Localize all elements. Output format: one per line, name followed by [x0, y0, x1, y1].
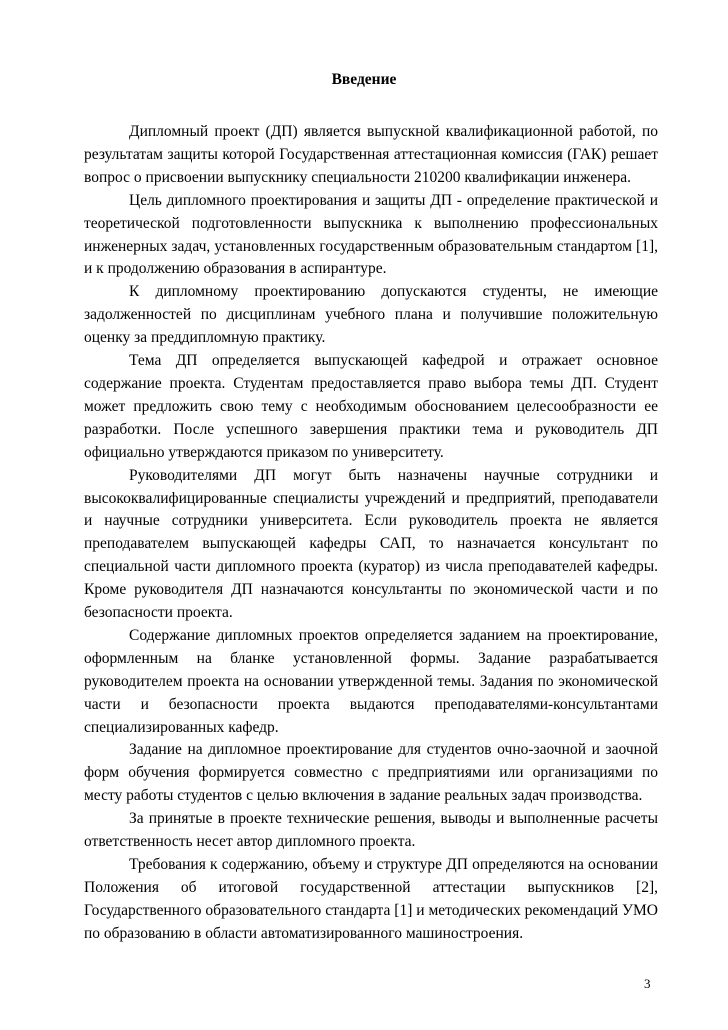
document-body [84, 121, 658, 946]
paragraph: К дипломному проектированию допускаются студенты, не имеющие задолженностей по дисциплинам учебного плана и получившие положительную оценку за преддипломную практику. [84, 283, 658, 347]
page-title: Введение [331, 71, 397, 88]
paragraph: Руководителями ДП могут быть назначены научные сотрудники и высококвалифицированные специалисты учреждений и предприятий, преподаватели и научные сотрудники университета. Если руководитель проекта не является преподавателем выпускающей кафедры САП, то назначается консультант по специальной части дипломного проекта (куратор) из числа преподавателей кафедры. Кроме руководителя ДП назначаются консультанты по экономической части и по безопасности проекта. [84, 466, 658, 622]
paragraph: Тема ДП определяется выпускающей кафедрой и отражает основное содержание проекта. Студентам предоставляется право выбора темы ДП. Студент может предложить свою тему с необходимым обоснованием целесообразности ее разработки. После успешного завершения практики тема и руководитель ДП официально утверждаются приказом по университету. [84, 352, 658, 461]
paragraph: Цель дипломного проектирования и защиты ДП - определение практической и теоретической подготовленности выпускника к выполнению профессиональных инженерных задач, установленных государственным образовательным стандартом [1], и к продолжению образования в аспирантуре. [84, 191, 658, 278]
paragraph: За принятые в проекте технические решения, выводы и выполненные расчеты ответственность несет автор дипломного проекта. [84, 810, 658, 851]
paragraph: Требования к содержанию, объему и структуре ДП определяются на основании Положения об итоговой государственной аттестации выпускников [2], Государственного образовательного стандарта [1] и методических рекомендаций УМО по образованию в области автоматизированного машиностроения. [84, 856, 658, 942]
paragraph: Задание на дипломное проектирование для студентов очно-заочной и заочной форм обучения формируется совместно с предприятиями или организациями по месту работы студентов с целью включения в задание реальных задач производства. [84, 741, 658, 805]
paragraph: Дипломный проект (ДП) является выпускной квалификационной работой, по результатам защиты которой Государственная аттестационная комиссия (ГАК) решает вопрос о присвоении выпускнику специальности 210200 квалификации инженера. [84, 123, 658, 186]
page-number: 3 [644, 976, 651, 991]
paragraph: Содержание дипломных проектов определяется заданием на проектирование, оформленным на бланке установленной формы. Задание разрабатывается руководителем проекта на основании утвержденной темы. Задания по экономической части и безопасности проекта выдаются преподавателями-консультантами специализированных кафедр. [84, 626, 658, 736]
